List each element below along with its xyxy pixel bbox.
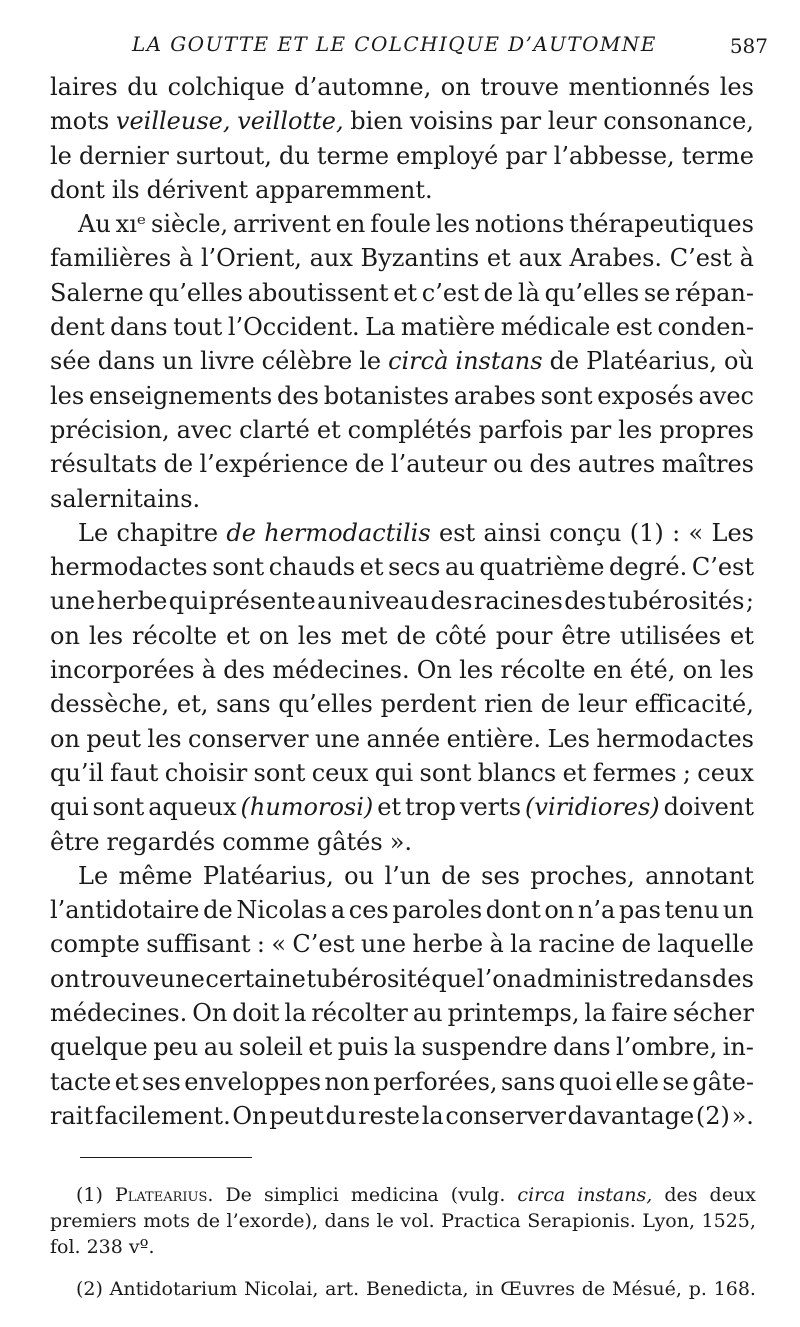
footnote-line: (1) Platearius. De simplici medicina (vulg. circa instans, des deux [76,1184,756,1206]
footnote-line: premiers mots de l’exorde), dans le vol. Practica Serapionis. Lyon, 1525, [50,1210,756,1232]
footnote-line: (2) Antidotarium Nicolai, art. Benedicta, in Œuvres de Mésué, p. 168. [76,1278,756,1300]
text-line: compte suffisant : « C’est une herbe à la racine de laquelle [50,930,754,959]
text-line: laires du colchique d’automne, on trouve mentionnés les [50,73,754,101]
text-line: qu’il faut choisir sont ceux qui sont blancs et fermes ; ceux [50,758,754,787]
text-line: sée dans un livre célèbre le circà instans de Platéarius, où [50,347,754,376]
footnote-divider [80,1157,252,1158]
footnote-1 [50,1182,756,1260]
paragraph-2 [50,207,754,516]
text-line: on trouve une certaine tubérosité que l’on administre dans des [50,964,754,993]
text-line: dessèche, et, sans qu’elles perdent rien de leur efficacité, [50,690,754,719]
text-line: précision, avec clarté et complétés parfois par les propres [50,415,754,444]
text-line: Le même Platéarius, ou l’un de ses proches, annotant [78,861,754,890]
page-number: 587 [729,34,768,58]
text-line: incorporées à des médecines. On les récolte en été, on les [50,656,754,685]
text-line: Le chapitre de hermodactilis est ainsi conçu (1) : « Les [78,518,754,547]
text-line: résultats de l’expérience de l’auteur ou des autres maîtres [50,450,754,479]
paragraph-1 [50,70,754,207]
text-line: dent dans tout l’Occident. La matière médicale est conden- [50,313,754,342]
text-line: Au xıᵉ siècle, arrivent en foule les notions thérapeutiques [78,210,754,239]
text-line: l’antidotaire de Nicolas a ces paroles dont on n’a pas tenu un [50,896,754,925]
text-line: être regardés comme gâtés ». [50,827,412,856]
text-line: les enseignements des botanistes arabes sont exposés avec [50,381,754,410]
text-line: Salerne qu’elles aboutissent et c’est de là qu’elles se répan- [50,278,754,307]
text-line: familières à l’Orient, aux Byzantins et aux Arabes. C’est à [50,244,754,273]
body-text [50,70,754,1133]
paragraph-4 [50,859,754,1133]
running-title: LA GOUTTE ET LE COLCHIQUE D’AUTOMNE [132,32,657,56]
text-line: quelque peu au soleil et puis la suspendre dans l’ombre, in- [50,1033,754,1062]
text-line: médecines. On doit la récolter au printemps, la faire sécher [50,999,754,1028]
text-line: on les récolte et on les met de côté pour être utilisées et [50,621,754,650]
paragraph-3 [50,516,754,859]
text-line: qui sont aqueux (humorosi) et trop verts (viridiores) doivent [50,793,754,822]
text-line: salernitains. [50,484,201,513]
text-line: on peut les conserver une année entière. Les hermodactes [50,724,754,753]
footnote-2 [50,1276,756,1302]
footnote-line: fol. 238 vº. [50,1236,155,1258]
text-line: rait facilement. On peut du reste la conserver davantage (2) ». [50,1101,754,1130]
text-line: tacte et ses enveloppes non perforées, sans quoi elle se gâte- [50,1067,754,1096]
text-line: mots veilleuse, veillotte, bien voisins par leur consonance, [50,107,754,136]
text-line: le dernier surtout, du terme employé par l’abbesse, terme [50,141,754,170]
text-line: hermodactes sont chauds et secs au quatrième degré. C’est [50,553,754,582]
footnotes [50,1182,756,1302]
text-line: une herbe qui présente au niveau des racines des tubérosités ; [50,587,754,616]
running-head [48,32,768,62]
text-line: dont ils dérivent apparemment. [50,175,433,204]
